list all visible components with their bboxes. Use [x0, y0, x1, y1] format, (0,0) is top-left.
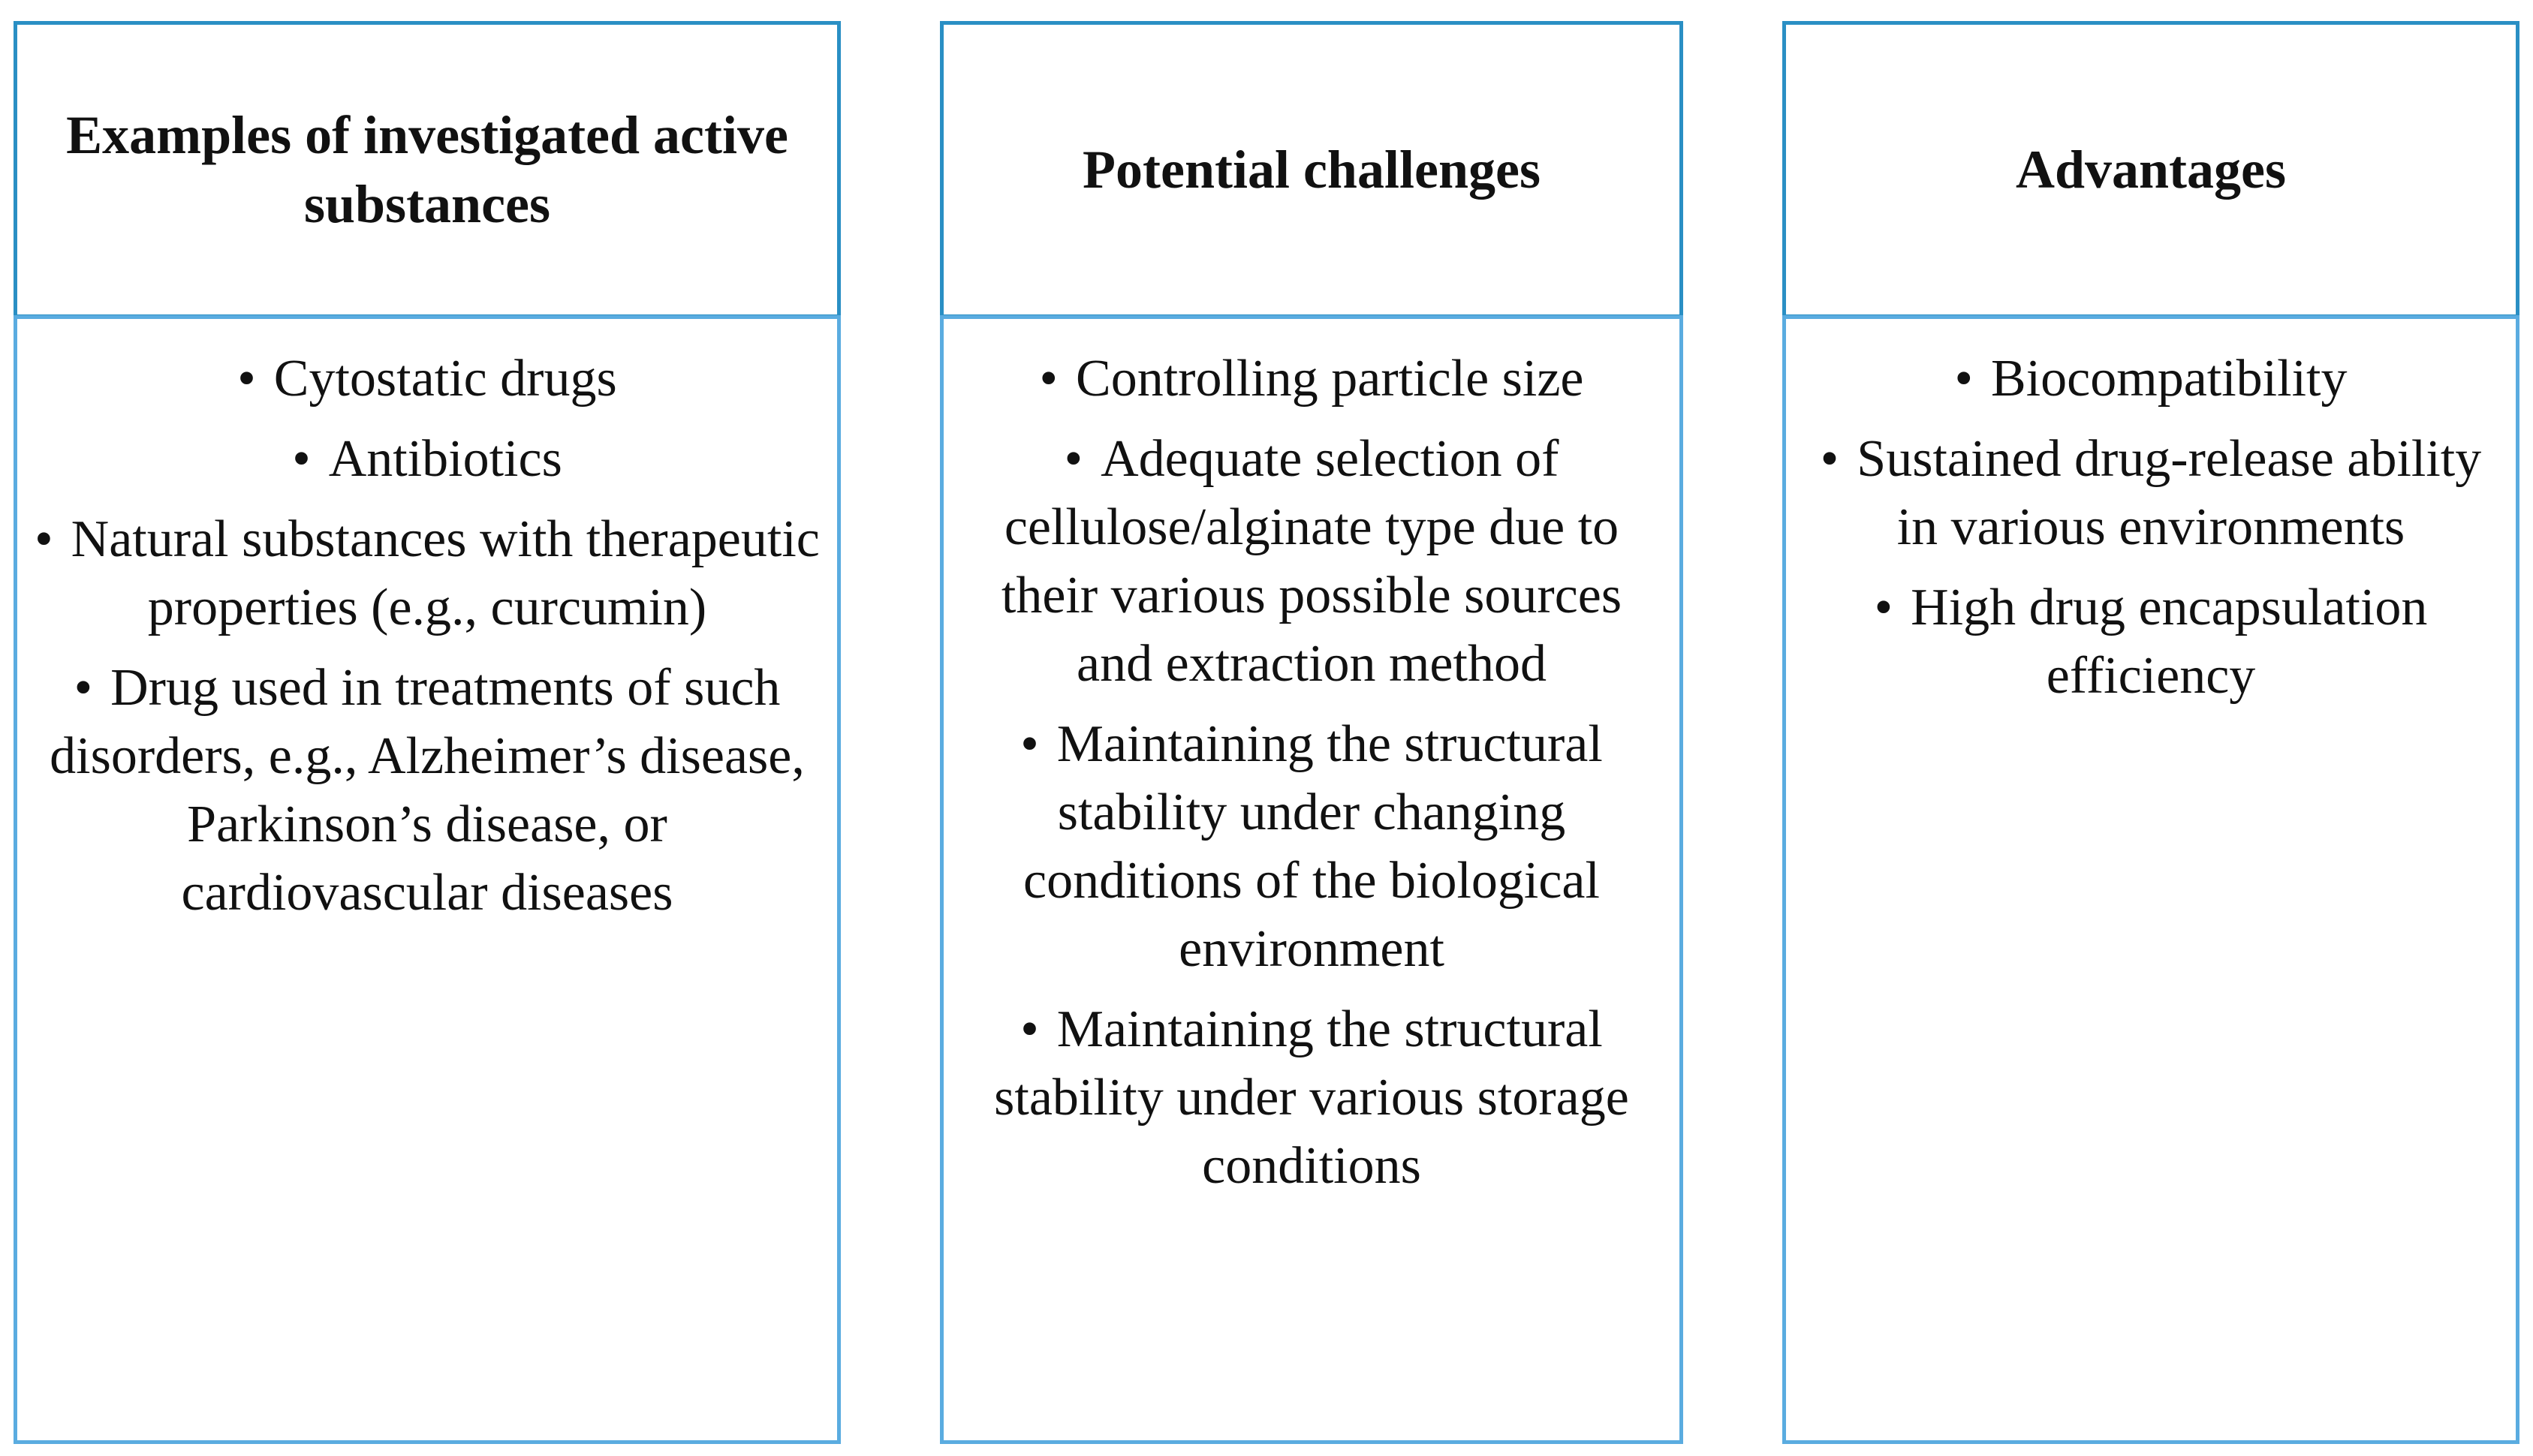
list-item: [959, 995, 1664, 1200]
bullet-icon: •: [292, 430, 311, 488]
column-potential-challenges: [940, 21, 1683, 1444]
list-item-text: Sustained drug-release ability in various environments: [1857, 430, 2482, 556]
list-item: [959, 344, 1664, 413]
list-item: [1801, 425, 2501, 561]
list-item: [959, 710, 1664, 983]
bullet-icon: •: [1874, 579, 1893, 636]
column-body: [14, 315, 841, 1444]
list-item-text: Maintaining the structural stability under changing conditions of the biological environment: [1023, 715, 1603, 978]
column-header: [14, 21, 841, 318]
column-header-text: Potential challenges: [1083, 140, 1541, 200]
column-header: [1782, 21, 2519, 318]
column-advantages: [1782, 21, 2519, 1444]
item-list: [944, 344, 1679, 1200]
bullet-icon: •: [1020, 1000, 1039, 1058]
bullet-icon: •: [1954, 350, 1974, 408]
list-item-text: Cytostatic drugs: [273, 350, 617, 408]
column-header-text: Examples of investigated active substances: [66, 105, 788, 234]
list-item-text: Maintaining the structural stability under various storage conditions: [994, 1000, 1629, 1195]
list-item: [32, 505, 822, 642]
list-item: [959, 425, 1664, 698]
bullet-icon: •: [237, 350, 256, 408]
bullet-icon: •: [1039, 350, 1059, 408]
bullet-icon: •: [1820, 430, 1839, 488]
bullet-icon: •: [35, 510, 53, 568]
list-item-text: Antibiotics: [328, 430, 562, 488]
list-item: [32, 344, 822, 413]
column-active-substances: [14, 21, 841, 1444]
list-item-text: Natural substances with therapeutic properties (e.g., curcumin): [71, 510, 820, 636]
list-item: [32, 425, 822, 493]
list-item-text: Drug used in treatments of such disorders, e.g., Alzheimer’s disease, Parkinson’s disease, or cardiovascular diseases: [50, 659, 805, 922]
list-item-text: High drug encapsulation efficiency: [1911, 579, 2428, 705]
column-body: [940, 315, 1683, 1444]
column-body: [1782, 315, 2519, 1444]
list-item-text: Adequate selection of cellulose/alginate type due to their various possible sources and extraction method: [1001, 430, 1622, 693]
item-list: [17, 344, 837, 927]
list-item: [1801, 573, 2501, 710]
item-list: [1786, 344, 2516, 710]
list-item: [32, 654, 822, 927]
column-header: [940, 21, 1683, 318]
bullet-icon: •: [74, 659, 93, 717]
list-item-text: Controlling particle size: [1076, 350, 1584, 408]
list-item: [1801, 344, 2501, 413]
column-header-text: Advantages: [2015, 140, 2287, 200]
bullet-icon: •: [1020, 715, 1039, 773]
list-item-text: Biocompatibility: [1991, 350, 2348, 408]
bullet-icon: •: [1064, 430, 1083, 488]
